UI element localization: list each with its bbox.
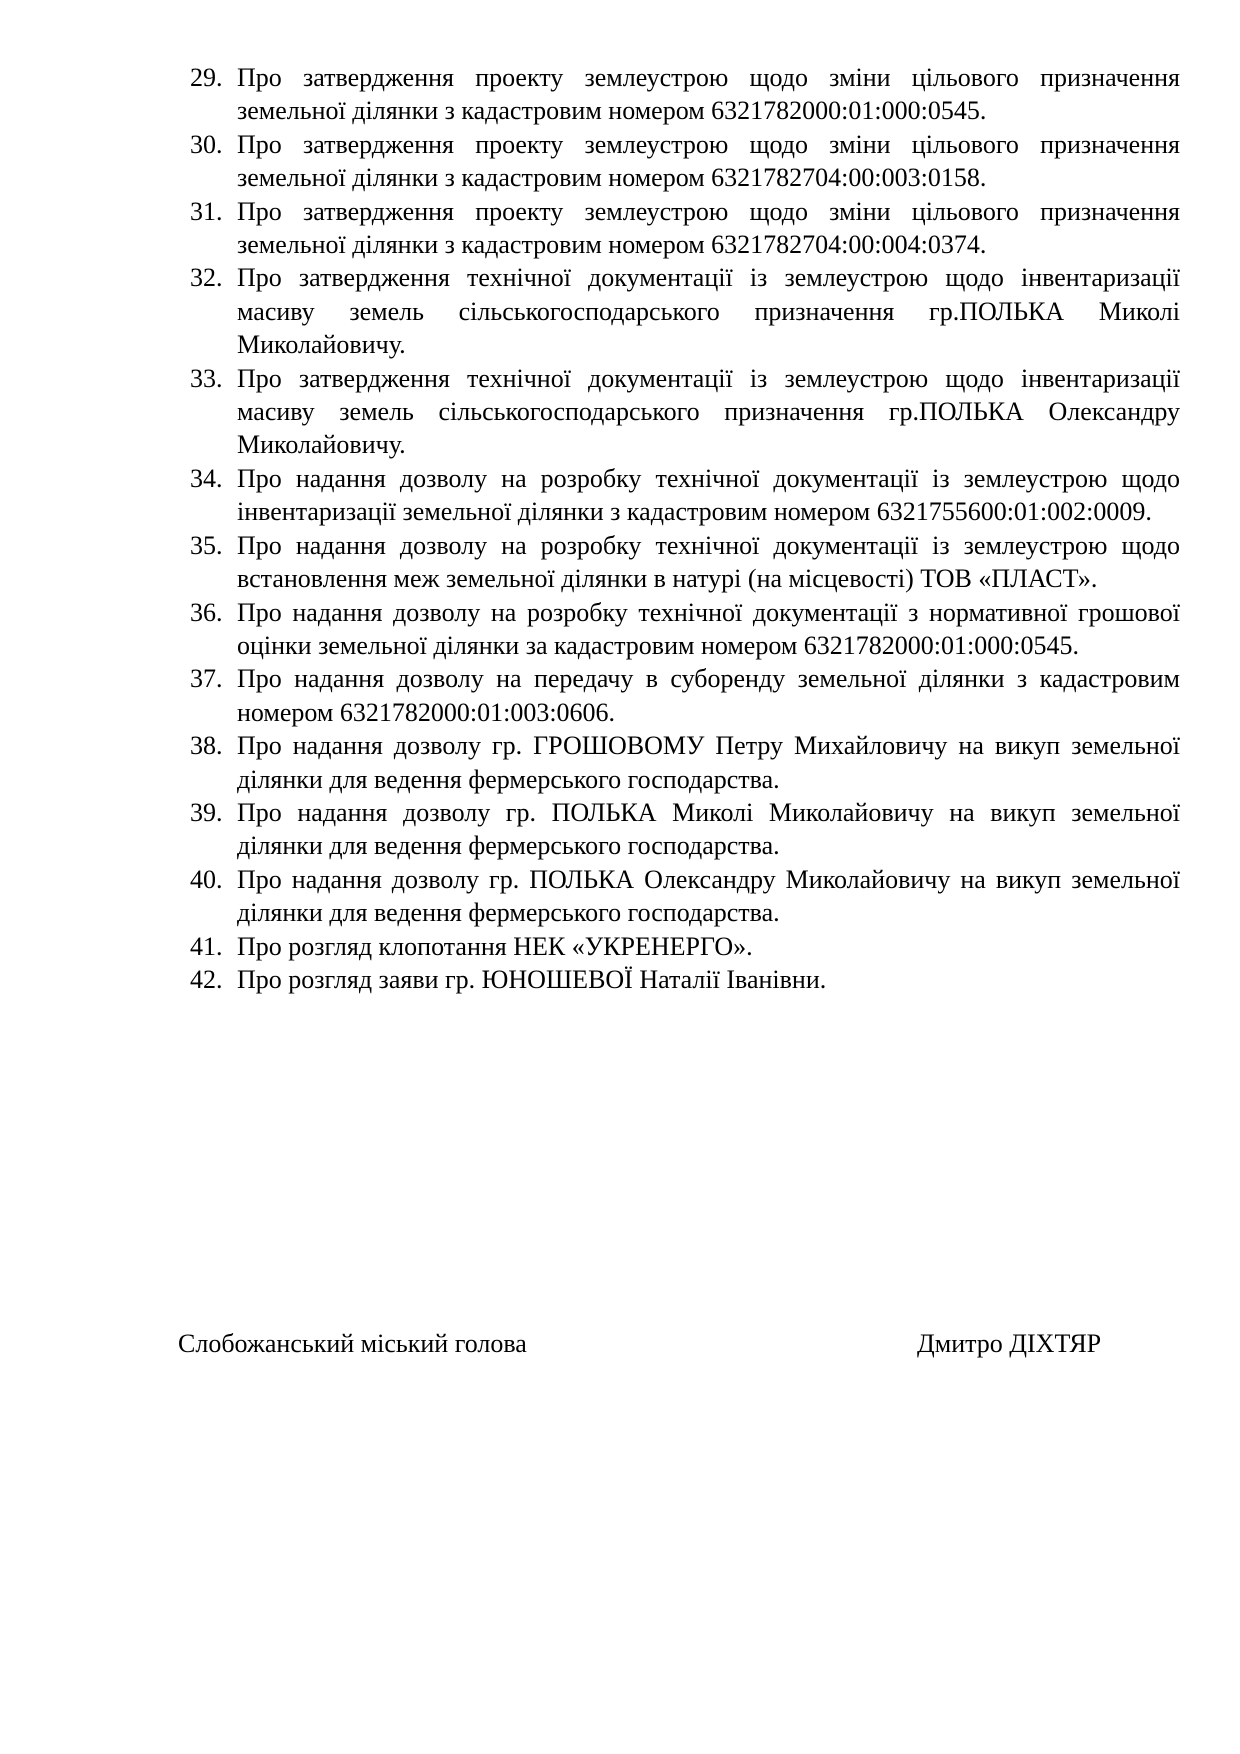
item-text: Про надання дозволу гр. ГРОШОВОМУ Петру Михайловичу на викуп земельної ділянки для ведення фермерського господарства. [237, 731, 1180, 794]
item-number: 34. [190, 463, 223, 493]
item-number: 29. [190, 63, 223, 92]
item-text: Про розгляд клопотання НЕК «УКРЕНЕРГО». [237, 931, 753, 961]
item-text: Про надання дозволу на розробку технічної документації із землеустрою щодо встановлення меж земельної ділянки в натурі (на місцевості) ТОВ «ПЛАСТ». [237, 530, 1180, 594]
agenda-item-30 [190, 128, 1180, 195]
agenda-item-42 [190, 963, 1180, 996]
item-number: 42. [190, 964, 223, 994]
item-text: Про надання дозволу гр. ПОЛЬКА Миколі Миколайовичу на викуп земельної ділянки для ведення фермерського господарства. [237, 797, 1180, 861]
item-text: Про затвердження технічної документації із землеустрою щодо інвентаризації масиву земель сільськогосподарського призначення гр.ПОЛЬКА Миколі Миколайовичу. [237, 263, 1180, 360]
item-text: Про надання дозволу гр. ПОЛЬКА Олександру Миколайовичу на викуп земельної ділянки для ведення фермерського господарства. [237, 864, 1180, 928]
item-text: Про надання дозволу на розробку технічної документації із землеустрою щодо інвентаризації земельної ділянки з кадастровим номером 6321755600:01:002:0009. [237, 463, 1180, 527]
item-number: 35. [190, 530, 223, 560]
item-number: 37. [190, 664, 223, 694]
agenda-item-35 [190, 529, 1180, 596]
agenda-item-38 [190, 729, 1180, 796]
agenda-item-31 [190, 195, 1180, 262]
item-text: Про надання дозволу на розробку технічної документації з нормативної грошової оцінки земельної ділянки за кадастровим номером 6321782000:01:000:0545. [237, 597, 1180, 660]
item-number: 39. [190, 797, 223, 827]
item-number: 31. [190, 196, 223, 226]
item-number: 33. [190, 363, 223, 393]
agenda-item-39 [190, 796, 1180, 863]
agenda-item-34 [190, 462, 1180, 529]
agenda-item-33 [190, 362, 1180, 462]
item-text: Про розгляд заяви гр. ЮНОШЕВОЇ Наталії Іванівни. [237, 964, 827, 994]
agenda-list [190, 61, 1180, 996]
item-number: 38. [190, 731, 223, 761]
item-number: 41. [190, 931, 223, 961]
item-text: Про затвердження проекту землеустрою щодо зміни цільового призначення земельної ділянки з кадастровим номером 6321782000:01:000:0545. [237, 63, 1180, 126]
item-text: Про затвердження проекту землеустрою щодо зміни цільового призначення земельної ділянки з кадастровим номером 6321782704:00:004:0374. [237, 196, 1180, 260]
item-text: Про затвердження проекту землеустрою щодо зміни цільового призначення земельної ділянки з кадастровим номером 6321782704:00:003:0158. [237, 129, 1180, 193]
agenda-item-41 [190, 930, 1180, 963]
agenda-item-40 [190, 863, 1180, 930]
item-number: 36. [190, 597, 223, 627]
item-text: Про затвердження технічної документації із землеустрою щодо інвентаризації масиву земель сільськогосподарського призначення гр.ПОЛЬКА Олександру Миколайовичу. [237, 363, 1180, 460]
agenda-item-36 [190, 596, 1180, 663]
agenda-item-37 [190, 662, 1180, 729]
item-text: Про надання дозволу на передачу в суборенду земельної ділянки з кадастровим номером 6321782000:01:003:0606. [237, 664, 1180, 727]
item-number: 30. [190, 129, 223, 159]
item-number: 40. [190, 864, 223, 894]
signature-name: Дмитро ДІХТЯР [917, 1329, 1102, 1358]
agenda-item-32 [190, 261, 1180, 361]
agenda-item-29 [190, 61, 1180, 128]
item-number: 32. [190, 263, 223, 293]
signature-position: Слобожанський міський голова [178, 1329, 527, 1358]
